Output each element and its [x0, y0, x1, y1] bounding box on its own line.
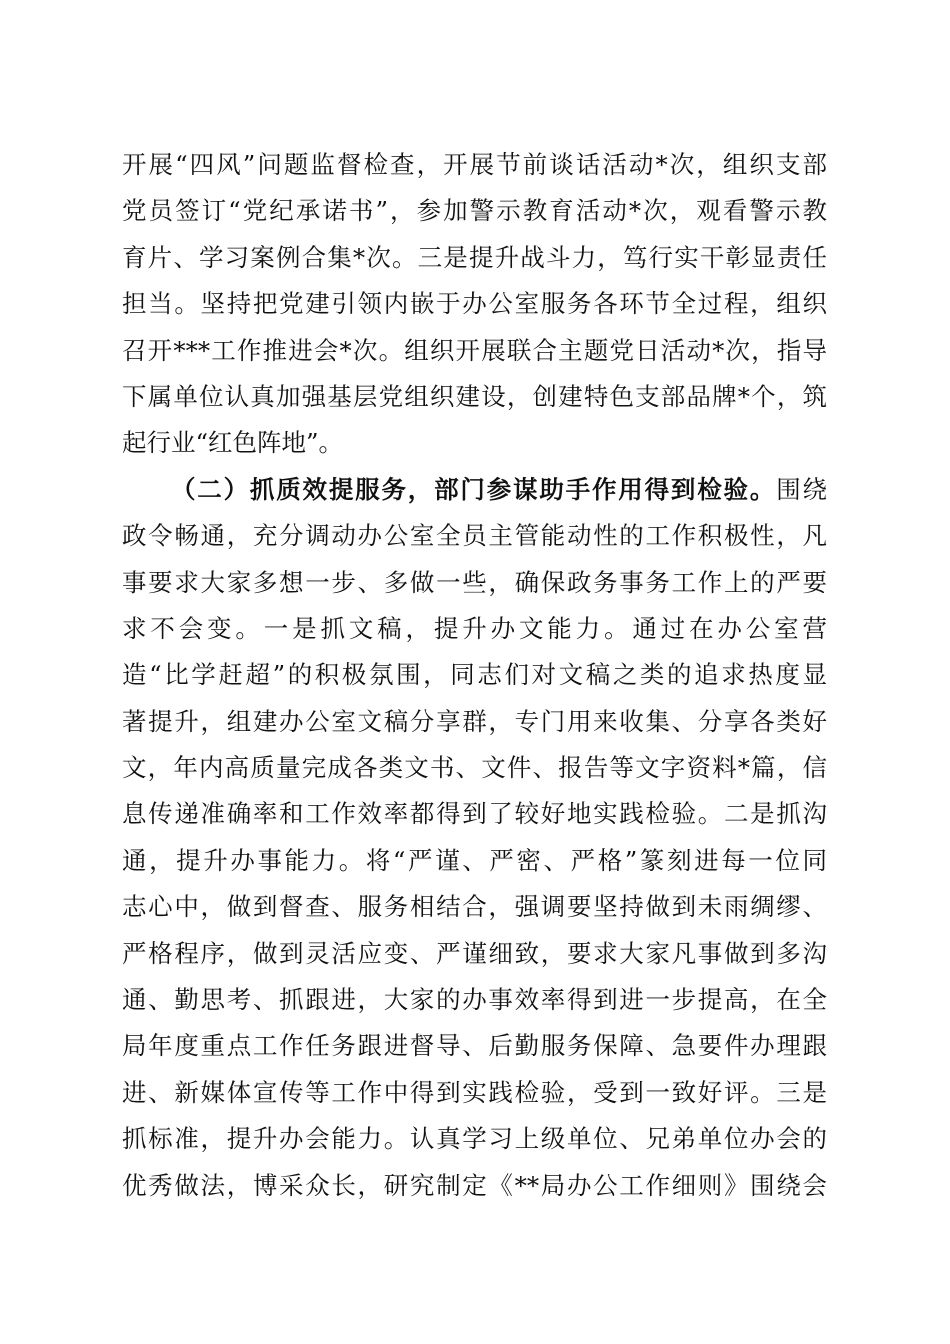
text-line: 求不会变。一是抓文稿，提升办文能力。通过在办公室营 [122, 613, 827, 643]
text-line: 担当。坚持把党建引领内嵌于办公室服务各环节全过程，组织 [122, 289, 827, 319]
text-line: 局年度重点工作任务跟进督导、后勤服务保障、急要件办理跟 [122, 1031, 827, 1061]
text-line: 起行业“红色阵地”。 [122, 428, 344, 458]
text-line: 息传递准确率和工作效率都得到了较好地实践检验。二是抓沟 [122, 799, 827, 829]
text-line: 著提升，组建办公室文稿分享群，专门用来收集、分享各类好 [122, 706, 827, 736]
text-line: 通，提升办事能力。将“严谨、严密、严格”篆刻进每一位同 [122, 845, 827, 875]
text-line: 事要求大家多想一步、多做一些，确保政务事务工作上的严要 [122, 567, 827, 597]
text-line: 党员签订“党纪承诺书”，参加警示教育活动*次，观看警示教 [122, 196, 827, 226]
document-body [122, 142, 827, 1209]
text-line: 进、新媒体宣传等工作中得到实践检验，受到一致好评。三是 [122, 1077, 827, 1107]
text-line: 志心中，做到督查、服务相结合，强调要坚持做到未雨绸缪、 [122, 892, 827, 922]
text-line: 造“比学赶超”的积极氛围，同志们对文稿之类的追求热度显 [122, 660, 827, 690]
text-line: 抓标准，提升办会能力。认真学习上级单位、兄弟单位办会的 [122, 1124, 827, 1154]
text-line: 通、勤思考、抓跟进，大家的办事效率得到进一步提高，在全 [122, 985, 827, 1015]
section-heading: （二）抓质效提服务，部门参谋助手作用得到检验。 [171, 474, 777, 504]
section-heading-line [122, 467, 827, 513]
text-line: 育片、学习案例合集*次。三是提升战斗力，笃行实干彰显责任 [122, 242, 827, 272]
text-line: 严格程序，做到灵活应变、严谨细致，要求大家凡事做到多沟 [122, 938, 827, 968]
text-line: 优秀做法，博采众长，研究制定《**局办公工作细则》围绕会 [122, 1170, 827, 1200]
text-line: 下属单位认真加强基层党组织建设，创建特色支部品牌*个，筑 [122, 381, 827, 411]
text-line: 文，年内高质量完成各类文书、文件、报告等文字资料*篇，信 [122, 753, 827, 783]
text-line: 开展“四风”问题监督检查，开展节前谈话活动*次，组织支部 [122, 150, 827, 179]
text-line: 召开***工作推进会*次。组织开展联合主题党日活动*次，指导 [122, 335, 827, 365]
section-heading-continuation: 围绕 [776, 474, 827, 504]
text-line: 政令畅通，充分调动办公室全员主管能动性的工作积极性，凡 [122, 521, 827, 551]
